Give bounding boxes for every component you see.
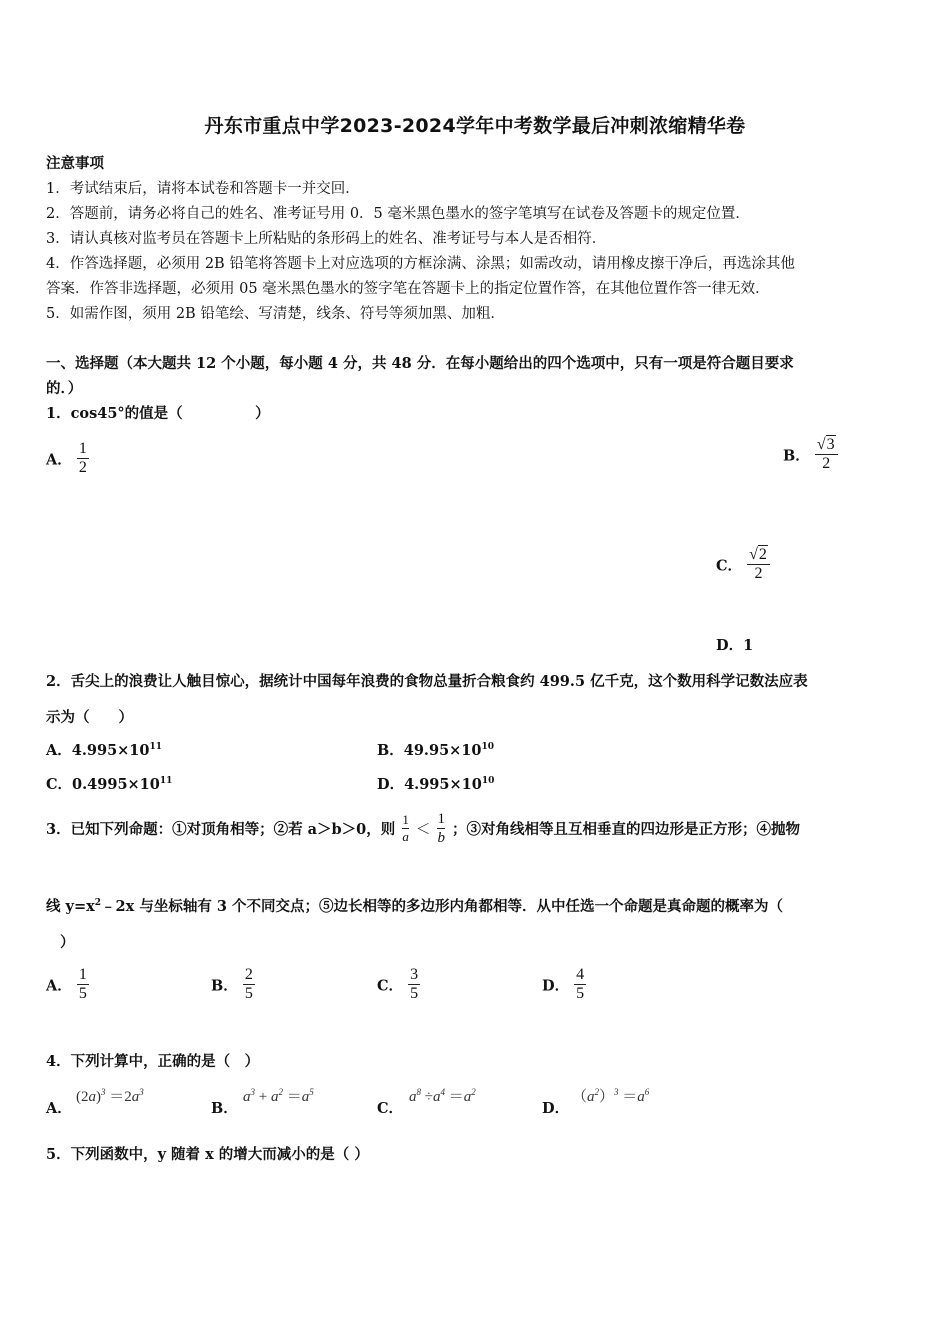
notice-item: 4．作答选择题，必须用 2B 铅笔将答题卡上对应选项的方框涂满、涂黑；如需改动，请用橡皮擦干净后，再选涂其他 (46, 256, 795, 272)
q1-option-a: A． $\frac{1}{2}$ (46, 440, 87, 477)
q2-option-b: B．$49.95\times 10^{10}$ (377, 742, 495, 759)
notice-item: 2．答题前，请务必将自己的姓名、准考证号用 0．5 毫米黑色墨水的签字笔填写在试卷及答题卡的规定位置． (46, 206, 750, 222)
q1-option-b: B． $\frac{√3}{2}$ (783, 436, 838, 474)
notice-item: 5．如需作图，须用 2B 铅笔绘、写清楚，线条、符号等须加黑、加粗． (46, 306, 505, 322)
notice-item: 答案．作答非选择题，必须用 05 毫米黑色墨水的签字笔在答题卡上的指定位置作答，在其他位置作答一律无效． (46, 281, 770, 297)
q3-option-a: A． $\frac{1}{5}$ (46, 966, 87, 1003)
question-5-stem: 5．下列函数中，y 随着 x 的增大而减小的是（ ） (46, 1146, 369, 1163)
notice-heading: 注意事项 (46, 155, 104, 172)
q1-option-c: C． $\frac{√2}{2}$ (716, 546, 770, 584)
notice-item: 1．考试结束后，请将本试卷和答题卡一并交回． (46, 181, 360, 197)
question-1-stem: 1．cos45°的值是（ ） (46, 405, 270, 422)
q2-option-a: A．$4.995\times 10^{11}$ (46, 742, 163, 759)
q4-option-a-label: A． (46, 1100, 72, 1117)
section-heading: 一、选择题（本大题共 12 个小题，每小题 4 分，共 48 分．在每小题给出的四个选项中，只有一项是符合题目要求 (46, 355, 794, 372)
question-2-stem-cont: 示为（ ） (46, 709, 133, 726)
q4-option-a-formula: $(2a)^3 =2a^3$ (76, 1087, 144, 1105)
question-3-stem: 3．已知下列命题：①对顶角相等；②若 a＞b＞0，则 $\frac{1}{a}$ ＜ $\frac{1}{b}$ ；③对角线相等且互相垂直的四边形是正方形；④抛物 (46, 811, 801, 846)
q3-option-b: B． $\frac{2}{5}$ (211, 966, 253, 1003)
q4-option-b-formula: $a^3 + a^2 =a^5$ (243, 1087, 314, 1105)
question-2-stem: 2．舌尖上的浪费让人触目惊心，据统计中国每年浪费的食物总量折合粮食约 499.5 亿千克，这个数用科学记数法应表 (46, 673, 808, 690)
q4-option-c-label: C． (377, 1100, 404, 1117)
q3-option-d: D． $\frac{4}{5}$ (542, 966, 585, 1003)
q3-option-c: C． $\frac{3}{5}$ (377, 966, 419, 1003)
q1-option-d: D．1 (716, 637, 754, 654)
question-3-stem-cont: 线 $y=x^2﹣2x$ 与坐标轴有 3 个不同交点；⑤边长相等的多边形内角都相等．从中任选一个命题是真命题的概率为（ (46, 898, 784, 915)
q4-option-b-label: B． (211, 1100, 238, 1117)
notice-item: 3．请认真核对监考员在答题卡上所粘贴的条形码上的姓名、准考证号与本人是否相符． (46, 231, 607, 247)
page-title: 丹东市重点中学2023-2024学年中考数学最后冲刺浓缩精华卷 (204, 115, 746, 137)
question-3-stem-end: ） (60, 934, 75, 951)
section-heading-cont: 的．） (46, 380, 83, 397)
q4-option-c-formula: $a^8 \div a^4 =a^2$ (409, 1087, 476, 1105)
q2-option-c: C．$0.4995\times 10^{11}$ (46, 776, 173, 793)
q4-option-d-label: D． (542, 1100, 570, 1117)
q4-option-d-formula: $(a^2)^3 =a^6$ (572, 1087, 650, 1105)
q2-option-d: D．$4.995\times 10^{10}$ (377, 776, 495, 793)
question-4-stem: 4．下列计算中，正确的是（ ） (46, 1053, 260, 1070)
